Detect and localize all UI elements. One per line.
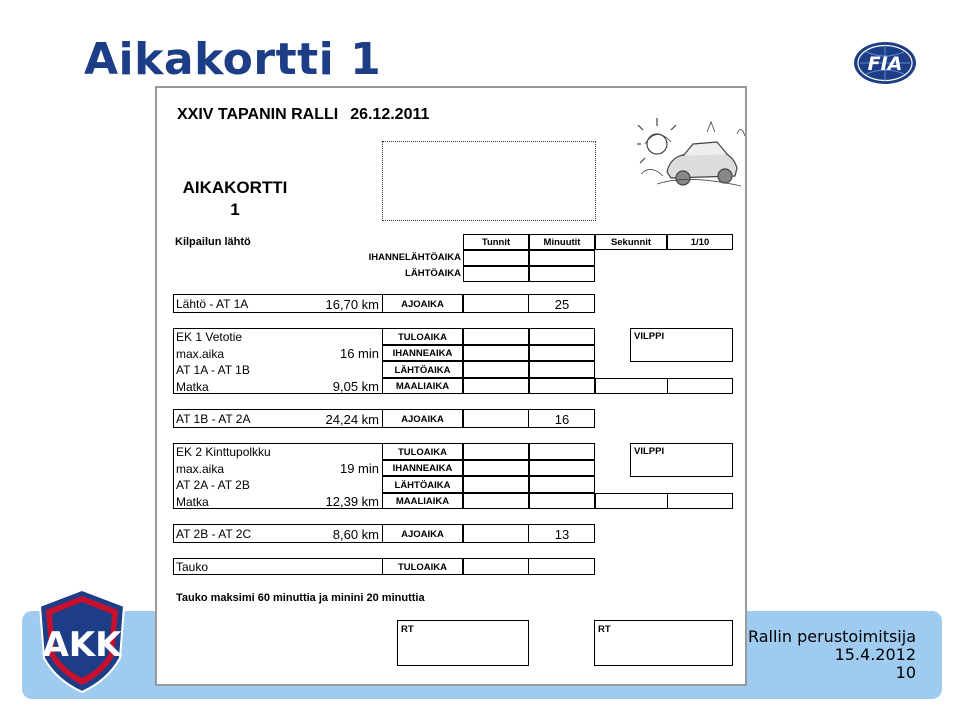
fia-logo	[852, 40, 918, 86]
ss1-max-value: 16 min	[339, 346, 379, 361]
ss2-ideal-hours[interactable]	[463, 460, 529, 477]
break-type: TULOAIKA	[397, 562, 448, 573]
ss1-finish-hours[interactable]	[463, 378, 529, 395]
start-minutes[interactable]	[529, 266, 595, 282]
ss2-start-minutes[interactable]	[529, 476, 595, 493]
ss2-vilppi-label: VILPPI	[634, 446, 665, 457]
ss2-arrival-hours[interactable]	[463, 443, 529, 460]
footer-org: Rallin perustoimitsija	[747, 627, 916, 646]
ss2-max-label: max.aika	[176, 462, 225, 476]
svg-text:FIA: FIA	[867, 53, 903, 75]
ss1-ideal-label: IHANNEAIKA	[392, 348, 453, 359]
ss2-finish-hours[interactable]	[463, 493, 529, 510]
ss1-finish-minutes[interactable]	[529, 378, 595, 395]
liaison-2-distance: 24,24 km	[325, 412, 379, 427]
col-tenths: 1/10	[690, 237, 710, 248]
liaison-2-type: AJOAIKA	[401, 414, 444, 425]
liaison-3-hours[interactable]	[463, 524, 529, 543]
liaison-1-hours[interactable]	[463, 294, 529, 313]
ss2-max-value: 19 min	[339, 461, 379, 476]
event-title: XXIV TAPANIN RALLI 26.12.2011	[177, 106, 430, 123]
ss1-arrival-label: TULOAIKA	[397, 332, 448, 343]
ss2-route: AT 2A - AT 2B	[176, 478, 250, 492]
ss1-vilppi-label: VILPPI	[634, 331, 665, 342]
ss2-ideal-label: IHANNEAIKA	[392, 463, 453, 474]
footer-text	[748, 628, 916, 682]
ss1-ideal-minutes[interactable]	[529, 345, 595, 362]
liaison-2-hours[interactable]	[463, 409, 529, 428]
ss2-start-label: LÄHTÖAIKA	[394, 480, 451, 491]
rally-car-icon	[637, 114, 745, 190]
break-note: Tauko maksimi 60 minuttia ja minini 20 minuttia	[176, 592, 425, 604]
liaison-1-label: Lähtö - AT 1A	[176, 297, 249, 311]
ss2-name: EK 2 Kinttupolkku	[176, 445, 271, 459]
liaison-3-label: AT 2B - AT 2C	[176, 527, 252, 541]
akk-logo	[32, 588, 132, 694]
ss2-finish-label: MAALIAIKA	[395, 496, 450, 507]
rt-label-1: RT	[401, 624, 414, 635]
break-label: Tauko	[176, 560, 209, 574]
liaison-1-type: AJOAIKA	[401, 299, 444, 310]
col-minutes: Minuutit	[543, 237, 581, 248]
rt-box-1[interactable]	[397, 620, 529, 666]
col-hours: Tunnit	[481, 237, 511, 248]
ss1-name: EK 1 Vetotie	[176, 330, 243, 344]
start-time-label: LÄHTÖAIKA	[405, 268, 461, 279]
ss2-finish-minutes[interactable]	[529, 493, 595, 510]
ss1-finish-tenths[interactable]	[667, 378, 733, 395]
liaison-3-distance: 8,60 km	[332, 527, 379, 542]
ss2-dist-label: Matka	[176, 495, 209, 509]
ideal-start-label: IHANNELÄHTÖAIKA	[368, 252, 461, 263]
ss2-arrival-label: TULOAIKA	[397, 447, 448, 458]
break-hours[interactable]	[463, 558, 529, 575]
col-seconds: Sekunnit	[610, 237, 652, 248]
ss1-arrival-hours[interactable]	[463, 328, 529, 345]
start-label: Kilpailun lähtö	[175, 236, 251, 248]
start-hours[interactable]	[463, 266, 529, 282]
ss1-dist-label: Matka	[176, 380, 209, 394]
ss2-start-hours[interactable]	[463, 476, 529, 493]
ss1-finish-label: MAALIAIKA	[395, 381, 450, 392]
liaison-2-value: 16	[554, 412, 570, 427]
ss1-max-label: max.aika	[176, 347, 225, 361]
time-card	[155, 86, 747, 686]
ideal-start-minutes[interactable]	[529, 250, 595, 266]
ss1-route: AT 1A - AT 1B	[176, 363, 250, 377]
ss2-finish-tenths[interactable]	[667, 493, 733, 510]
ss1-start-hours[interactable]	[463, 361, 529, 378]
liaison-3-value: 13	[554, 527, 570, 542]
page-number: 10	[895, 663, 916, 682]
slide-title: Aikakortti 1	[84, 34, 382, 85]
rt-box-2[interactable]	[594, 620, 733, 666]
ideal-start-hours[interactable]	[463, 250, 529, 266]
ss2-ideal-minutes[interactable]	[529, 460, 595, 477]
card-heading: AIKAKORTTI 1	[182, 178, 288, 219]
competitor-box[interactable]	[382, 141, 596, 221]
ss1-start-label: LÄHTÖAIKA	[394, 365, 451, 376]
ss1-ideal-hours[interactable]	[463, 345, 529, 362]
ss1-arrival-minutes[interactable]	[529, 328, 595, 345]
liaison-2-label: AT 1B - AT 2A	[176, 412, 251, 426]
ss2-dist-value: 12,39 km	[325, 494, 379, 509]
ss1-dist-value: 9,05 km	[332, 379, 379, 394]
ss2-arrival-minutes[interactable]	[529, 443, 595, 460]
liaison-1-distance: 16,70 km	[325, 297, 379, 312]
rt-label-2: RT	[598, 624, 611, 635]
footer-date: 15.4.2012	[834, 645, 916, 664]
liaison-1-value: 25	[554, 297, 570, 312]
liaison-3-type: AJOAIKA	[401, 529, 444, 540]
ss1-start-minutes[interactable]	[529, 361, 595, 378]
svg-text:AKK: AKK	[42, 625, 122, 665]
